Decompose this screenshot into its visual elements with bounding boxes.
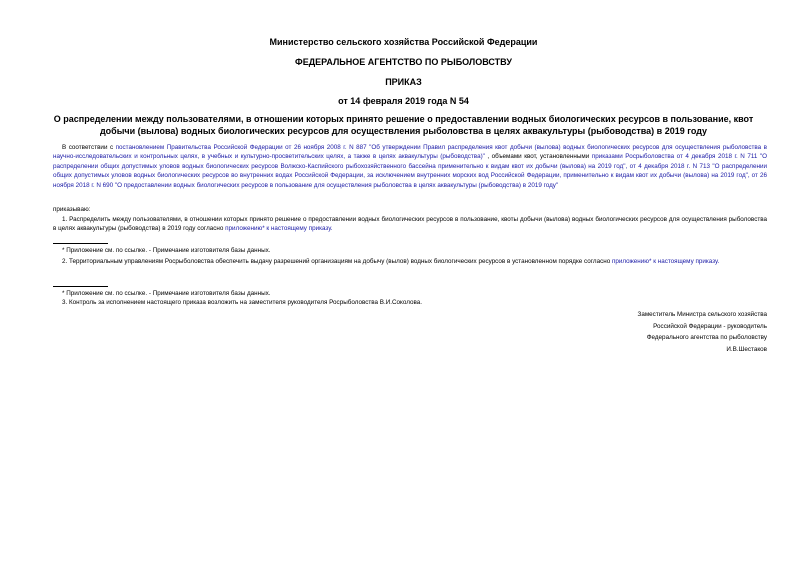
item-1-tail: * к настоящему приказу. [262,225,333,233]
government-decree-link[interactable]: постановлением Правительства Российской Федерации от 26 ноября 2008 г. N 887 "Об утверждении Правил распределения квот добычи (вылова) водных биологических ресурсов для осуществления рыболовства в научно-исследовательских и контрольных целях, в учебных и культурно-просветительских целях, а также в целях аквакультуры (рыбоводства)" [53,144,767,161]
item-2-appendix-link[interactable]: приложению [611,258,650,265]
item-2-text: 2. Территориальным управлениям Росрыболовства обеспечить выдачу разрешений организациям на добычу (вылов) водных биологических ресурсов в установленном порядке согласно [62,258,612,265]
item-3-paragraph: 3. Контроль за исполнением настоящего приказа возложить на заместителя руководителя Росрыболовства В.И.Соколова. [62,299,423,306]
item-2-paragraph [53,257,767,266]
footnote-2: * Приложение см. по ссылке. - Примечание изготовителя базы данных. [62,290,271,297]
date-number-heading: от 14 февраля 2019 года N 54 [338,96,469,106]
footnote-1: * Приложение см. по ссылке. - Примечание изготовителя базы данных. [62,247,271,254]
signature-line-3: Федерального агентства по рыболовству [646,334,767,342]
orders-word: приказываю: [53,206,91,213]
signature-name: И.В.Шестаков [726,345,767,353]
item-1-text: 1. Распределить между пользователями, в отношении которых принято решение о предоставлении водных биологических ресурсов в пользование, квоты добычи (вылова) водных биологических ресурсов для осуществления рыболовства в целях аквакультуры (рыбоводства) в 2019 году согласно [53,216,767,233]
item-2-tail: * к настоящему приказу. [649,258,720,265]
doc-type-heading: ПРИКАЗ [385,77,422,87]
signature-line-1: Заместитель Министра сельского хозяйства [637,311,767,318]
footnote-divider-2 [53,286,108,287]
preamble-text-2: , объемами квот, установленными [484,153,592,161]
preamble-paragraph [53,143,767,190]
item-1-appendix-link[interactable]: приложению [225,225,263,233]
document-title: О распределении между пользователями, в отношении которых принято решение о предоставлении водных биологических ресурсов в пользование, квот добычи (вылова) водных биологических ресурсов для осуществления рыболовства в целях аквакультуры (рыбоводства) в 2019 году [53,114,754,136]
signature-block [507,309,767,355]
item-1-paragraph [53,215,767,234]
footnote-divider-1 [53,243,108,244]
signature-line-2: Российской Федерации - руководитель [653,322,767,330]
ministry-heading: Министерство сельского хозяйства Российской Федерации [269,37,538,47]
rosrybolovstvo-orders-link[interactable]: приказами Росрыболовства от 4 декабря 2018 г. N 711 "О распределении общих допустимых уловов водных биологических ресурсов Волжско-Каспийского рыбохозяйственного бассейна применительно к видам квот их добычи (вылова) на 2019 год", от 4 декабря 2018 г. N 713 "О распределении общих допустимых уловов водных биологических ресурсов во внутренних водах Российской Федерации, за исключением внутренних морских вод Российской Федерации, применительно к видам квот их добычи (вылова) на 2019 год", от 26 ноября 2018 г. N 690 "О предоставлении водных биологических ресурсов в пользование для осуществления рыболовства в целях аквакультуры (рыбоводства) в 2019 году" [53,153,767,189]
agency-heading: ФЕДЕРАЛЬНОЕ АГЕНТСТВО ПО РЫБОЛОВСТВУ [295,57,512,67]
preamble-text-1: В соответствии с [62,144,116,151]
